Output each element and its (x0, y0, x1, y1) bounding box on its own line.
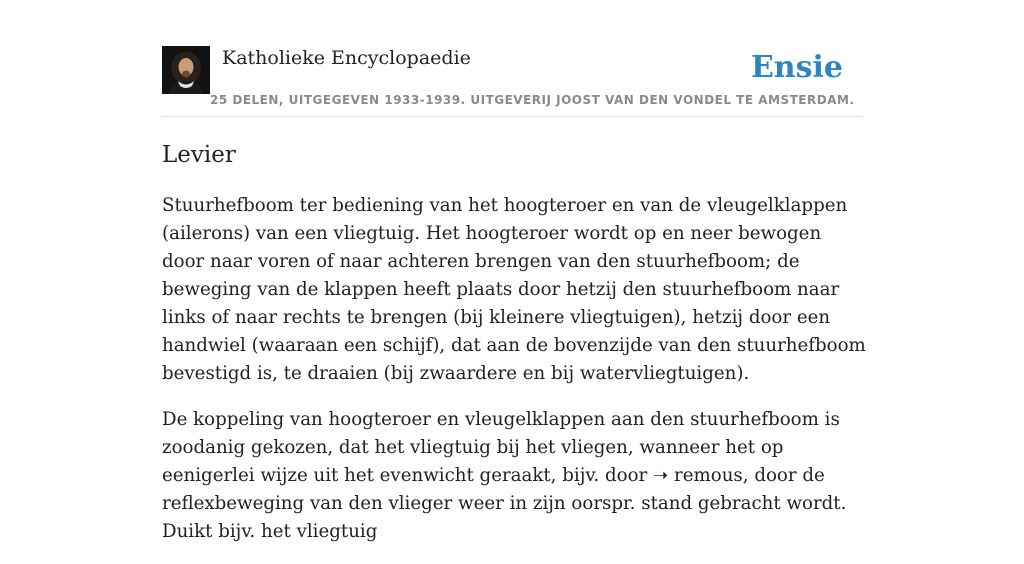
article-paragraph: De koppeling van hoogteroer en vleugelklappen aan den stuurhefboom is zoodanig gekozen, dat het vliegtuig bij het vliegen, wanneer het op eenigerlei wijze uit het evenwicht geraakt, bijv. door ➝ remous, door de reflexbeweging van den vlieger weer in zijn oorspr. stand gebracht wordt. Duikt bijv. het vliegtuig (162, 409, 847, 542)
ensie-logo-link[interactable]: Ensie (750, 50, 843, 85)
book-title[interactable]: Katholieke Encyclopaedie (222, 47, 471, 69)
article-paragraph: Stuurhefboom ter bediening van het hoogteroer en van de vleugelklappen (ailerons) van een vliegtuig. Het hoogteroer wordt op en neer bewogen door naar voren of naar achteren brengen van den stuurhefboom; de beweging van de klappen heeft plaats door hetzij den stuurhefboom naar links of naar rechts te brengen (bij kleinere vliegtuigen), hetzij door een handwiel (waaraan een schijf), dat aan de bovenzijde van den stuurhefboom bevestigd is, te draaien (bij zwaardere en bij watervliegtuigen). (162, 195, 866, 384)
article-body (162, 192, 866, 564)
book-publication-info: 25 DELEN, UITGEGEVEN 1933-1939. UITGEVERIJ JOOST VAN DEN VONDEL TE AMSTERDAM. (210, 93, 855, 107)
portrait-icon (162, 46, 210, 94)
header (162, 46, 862, 117)
portrait-avatar[interactable] (162, 46, 210, 94)
article-title: Levier (162, 142, 236, 168)
